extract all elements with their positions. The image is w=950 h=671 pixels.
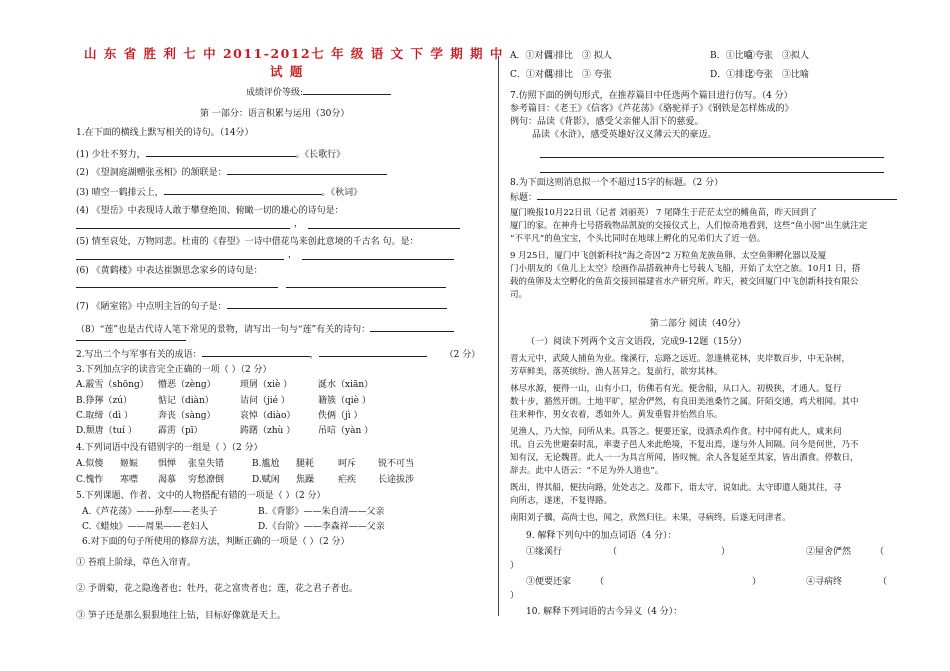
passage-line: 往来种作，男女衣着，悉如外人。黄发垂髫并怡然自乐。 bbox=[510, 410, 723, 420]
q2: 2.写出二个与军事有关的成语： ， （2 分） bbox=[76, 350, 481, 360]
q3-option-c: C.取缔（dì ） 奔丧（sàng） 哀悼（diào） 佚俩（jì ） bbox=[76, 411, 363, 421]
q6: 6.对下面的句子所使用的修辞方法，判断正确的一项是（ ）（2 分） bbox=[82, 537, 350, 547]
q3-option-d: D.颓唐（tuí ） 霹雳（pī） 踌躇（zhù ） 吊唁（yàn ） bbox=[76, 426, 374, 436]
q5: 5.下列课题、作者、文中的人物搭配有错的一项是（ ）（2 分） bbox=[76, 491, 326, 501]
q1-1-blank[interactable] bbox=[146, 148, 296, 157]
q9-item-4: ④寻病终 （ bbox=[806, 577, 888, 587]
q5-option-d: D.《台阶》——李森祥——父亲 bbox=[258, 522, 385, 532]
q1-8: （8）“莲”也是古代诗人笔下常见的景物，请写出一句与“莲”有关的诗句： bbox=[76, 323, 454, 336]
q1-8-blank[interactable] bbox=[370, 323, 454, 332]
passage-line: 南阳刘子骥，高尚士也，闻之，欣然归往。未果，寻病终。后遂无问津者。 bbox=[510, 513, 791, 523]
passage-line: 数十步，豁然开朗。土地平旷，屋舍俨然，有良田美池桑竹之属。阡陌交通，鸡犬相闻。其中 bbox=[510, 397, 859, 407]
q1-5: (5) 情至哀处，万物同悲。杜甫的《春望》一诗中借花鸟来创此意境的千古名 句。是： bbox=[76, 237, 419, 247]
passage-line: 知有汉，无论魏晋。此人一一为具言所闻，皆叹惋。余人各复延至其家，皆出酒食。停数日， bbox=[510, 453, 859, 463]
passage-line: 见渔人，乃大惊，问所从来。具答之。便要还家，设酒杀鸡作食。村中闻有此人，咸来问 bbox=[510, 427, 842, 437]
q7-example-1: 例句：品读《背影》，感受父亲催人泪下的慈爱。 bbox=[510, 117, 704, 127]
grade-label: 成绩评价等级: bbox=[246, 86, 391, 99]
q1-4: (4) 《望岳》中表现诗人敢于攀登绝顶、俯瞰一切的雄心的诗句是： bbox=[76, 206, 344, 216]
reading-intro: （一）阅读下列两个文言文语段，完成9-12题（15分） bbox=[526, 337, 747, 347]
exam-title-line1: 山 东 省 胜 利 七 中 2011-2012七 年 级 语 文 下 学 期 期 中 bbox=[84, 46, 504, 61]
q7-answer-line-2[interactable] bbox=[540, 172, 884, 173]
news-line: 厦门的家。在神舟七号搭载物品凯旋的交接仪式上，人们惊奇地看到，这些“鱼小囡”出生就注定 bbox=[510, 221, 868, 231]
column-divider bbox=[498, 56, 499, 616]
q5-option-b: B.《背影》——朱自清——父亲 bbox=[258, 507, 385, 517]
q6-option-c: C．①对偶②排比 ③ 夸张 bbox=[510, 70, 612, 80]
news-line: 载的鱼卵及太空孵化的鱼苗交接回福建省水产研究所。昨天，被交回厦门中飞创新科技有限公 bbox=[510, 277, 859, 287]
passage-line: 讯。自云先世避秦时乱，率妻子邑人来此绝境，不复出焉，遂与外人间隔。问今是何世，乃不 bbox=[510, 440, 859, 450]
q1-6-blank2[interactable] bbox=[286, 287, 446, 288]
passage-line: 芳草鲜美，落英缤纷。渔人甚异之。复前行，欲穷其林。 bbox=[510, 367, 723, 377]
q5-option-a: A.《芦花荡》——孙犁——老头子 bbox=[82, 507, 218, 517]
q1-5-blank2[interactable] bbox=[302, 259, 454, 260]
q1-3-blank[interactable] bbox=[164, 186, 322, 195]
q3: 3.下列加点字的读音完全正确的一项（ ）（2 分） bbox=[76, 365, 272, 375]
q1-8-blank2[interactable] bbox=[76, 340, 186, 341]
q5-option-c: C.《蜡烛》——周果——老妇人 bbox=[82, 522, 209, 532]
exam-title-line2: 试 题 bbox=[270, 64, 304, 79]
q9-item-2-close: ） bbox=[510, 561, 520, 571]
q1-4-comma: ， bbox=[294, 219, 304, 229]
passage-line: 向所志，遂迷，不复得路。 bbox=[510, 496, 613, 506]
q9-item-2: ②屋舍俨然 （ bbox=[806, 547, 885, 557]
q1-4-blank[interactable] bbox=[76, 228, 290, 229]
q1-6: (6) 《黄鹤楼》中表达崔颢思念家乡的诗句是： bbox=[76, 266, 263, 276]
q9: 9. 解释下列句中的加点词语（4 分）： bbox=[526, 531, 677, 541]
q7: 7.仿照下面的例句形式，在推荐篇目中任选两个篇目进行仿写。（4 分） bbox=[510, 91, 793, 101]
q6-sentence-3: ③ 笋子还是那么狠狠地往上钻，目标好像就是天上。 bbox=[76, 611, 286, 621]
q1-1: (1) 少壮不努力， 。《长歌行》 bbox=[76, 150, 346, 160]
q4: 4.下列词语中没有错别字的一组是（ ）（2 分） bbox=[76, 443, 263, 453]
q1-7: (7) 《陋室铭》中点明主旨的句子是： bbox=[76, 300, 447, 313]
q9-item-4-close: ） bbox=[510, 591, 520, 601]
q4-options-cd: C.愧怍 寒噤 渴慕 穷愁潦倒 D.赋闲 焦躁 疟疾 长途拔涉 bbox=[76, 475, 415, 485]
news-line: 司。 bbox=[510, 290, 528, 300]
part2-heading: 第二部分 阅读（40分） bbox=[650, 319, 746, 329]
passage-line: 既出，得其船，便扶向路，处处志之。及郡下，诣太守，说如此。太守即遣人随其往，寻 bbox=[510, 483, 842, 493]
part1-heading: 第 一部分：语言积累与运用（30分） bbox=[200, 109, 350, 119]
news-line: “不平凡”的鱼宝宝，个头比同时在地球上孵化的兄弟们大了近一倍。 bbox=[510, 234, 766, 244]
q1-7-blank[interactable] bbox=[227, 300, 447, 309]
q6-option-a: A．①对偶②排比 ③ 拟人 bbox=[510, 51, 612, 61]
passage-line: 辞去。此中人语云：“不足为外人道也”。 bbox=[510, 466, 664, 476]
passage-line: 林尽水源，便得一山，山有小口，仿佛若有光。便舍船，从口入。初极狭，才通人。复行 bbox=[510, 384, 842, 394]
grade-blank[interactable] bbox=[303, 86, 391, 95]
q8-title-field: 标题： bbox=[510, 191, 897, 204]
q1-2-blank[interactable] bbox=[227, 166, 387, 175]
q10: 10. 解释下列词语的古今异义（4 分）： bbox=[526, 607, 683, 617]
q1-4-blank2[interactable] bbox=[308, 228, 460, 229]
q9-item-3: ③便要还家 （ ） bbox=[526, 577, 762, 587]
q4-options-ab: A.似傻 姬娠 惧惮 张皇失错 B.尴尬 腿耗 呵斥 锐不可当 bbox=[76, 459, 415, 469]
q1-6-blank[interactable] bbox=[76, 287, 278, 288]
q2-blank2[interactable] bbox=[319, 348, 427, 357]
q1-2: (2) 《望洞庭湖赠张丞相》的颔联是： bbox=[76, 166, 387, 179]
q9-item-1: ①缘溪行 （ ） bbox=[526, 547, 731, 557]
news-line: 厦门晚报10月22日讯（记者 刘丽英） 7 尾降生于茫茫太空的鳉鱼苗，昨天回到了 bbox=[510, 208, 818, 218]
news-line: 9 月25日，厦门中飞创新科技“海之奇因”2 万粒鱼龙族鱼卵、太空鱼卵孵化器以及厦 bbox=[510, 251, 827, 261]
passage-line: 晋太元中，武陵人捕鱼为业。缘溪行，忘路之远近。忽逢桃花林，夹岸数百步，中无杂树， bbox=[510, 354, 851, 364]
q3-option-a: A.霰雪（shōng） 懵恶（zèng） 琐屑（xiè ） 涎水（xiān） bbox=[76, 380, 374, 390]
q6-option-b: B．①比喻②夸张 ③拟人 bbox=[710, 51, 810, 61]
q1-text: 1.在下面的横线上默写相关的诗句。（14分） bbox=[76, 128, 254, 138]
news-line: 门小朋友的《鱼儿上太空》绘画作品搭载神舟七号载人飞船，开始了太空之旅。10月1 日，搭 bbox=[510, 264, 861, 274]
q8: 8.为下面这则消息拟一个不超过15字的标题。（2 分） bbox=[510, 178, 724, 188]
q7-reference: 参考篇目：《老王》《信客》《芦花荡》《骆驼祥子》《钢铁是怎样炼成的》 bbox=[510, 104, 794, 114]
q7-example-2: 品读《水浒》，感受英雄好汉义薄云天的豪迈。 bbox=[532, 130, 717, 140]
q6-sentence-2: ② 予谓菊，花之隐逸者也；牡丹，花之富贵者也；莲，花之君子者也。 bbox=[76, 584, 358, 594]
q1-5-comma: ， bbox=[288, 250, 298, 260]
q6-option-d: D．①排比②夸张 ③比喻 bbox=[710, 70, 810, 80]
q3-option-b: B.狰獰（zú） 惦记（diàn） 诘问（jié ） 籍簇（qiè ） bbox=[76, 396, 371, 406]
q8-title-blank[interactable] bbox=[537, 191, 897, 200]
q1-5-blank[interactable] bbox=[76, 259, 284, 260]
q1-3: (3) 晴空一鹤排云上， 。《秋词》 bbox=[76, 188, 363, 198]
q7-answer-line-1[interactable] bbox=[540, 157, 884, 158]
q6-sentence-1: ① 苔痕上阶绿，草色入帘青。 bbox=[76, 558, 196, 568]
q2-blank1[interactable] bbox=[202, 348, 310, 357]
